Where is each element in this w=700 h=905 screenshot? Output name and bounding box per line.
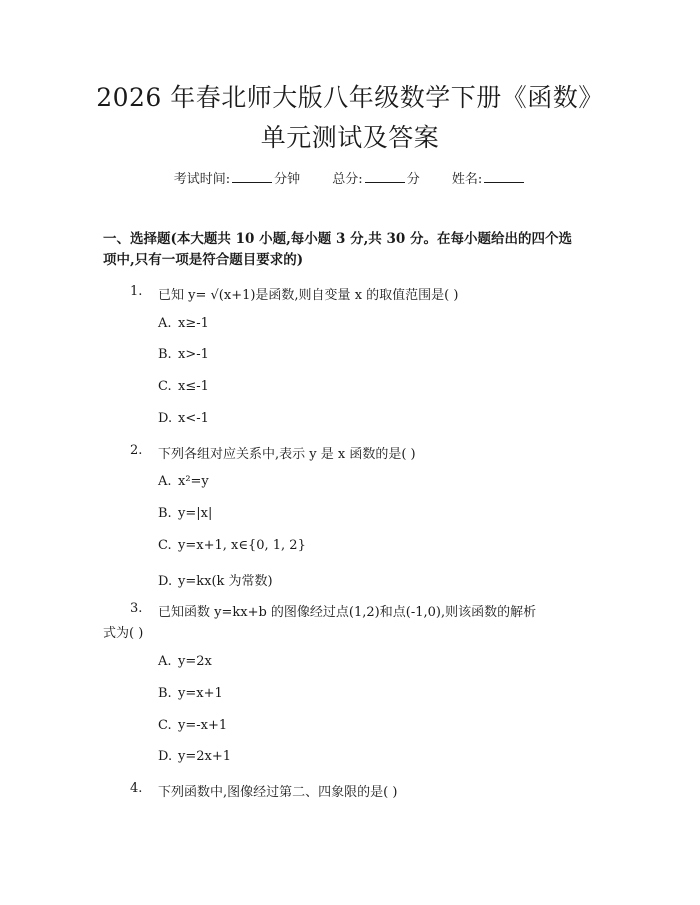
exam-time-unit: 分钟 — [274, 172, 301, 187]
exam-time-blank — [232, 170, 272, 183]
document-title-line-2: 单元测试及答案 — [260, 123, 440, 152]
option-d: D. y=kx(k 为常数) — [158, 574, 273, 589]
option-text: x≤-1 — [178, 379, 209, 394]
option-text: y=|x| — [178, 506, 213, 521]
question-text: 下列函数中,图像经过第二、四象限的是( ) — [158, 785, 398, 800]
section-1-heading-line-1: 一、选择题(本大题共 10 小题,每小题 3 分,共 30 分。在每小题给出的四个选 — [103, 231, 572, 247]
student-name-label: 姓名: — [451, 172, 483, 187]
option-c: C. y=-x+1 — [158, 718, 228, 733]
option-b: B. y=|x| — [158, 506, 213, 521]
option-a: A. x≥-1 — [158, 316, 209, 331]
total-score-label: 总分: — [332, 172, 363, 187]
exam-time-label: 考试时间: — [173, 172, 231, 187]
question-text: 下列各组对应关系中,表示 y 是 x 函数的是( ) — [158, 447, 416, 462]
option-text: x<-1 — [178, 411, 209, 426]
question-number: 1. — [130, 284, 143, 299]
option-text: y=2x — [178, 654, 212, 669]
exam-info-line — [0, 168, 700, 187]
option-c: C. x≤-1 — [158, 379, 209, 394]
option-text: y=x+1 — [178, 686, 223, 701]
total-score — [332, 168, 419, 187]
option-text: y=2x+1 — [178, 749, 232, 764]
option-a: A. x²=y — [158, 474, 209, 489]
total-score-blank — [365, 170, 405, 183]
option-d: D. y=2x+1 — [158, 749, 232, 764]
option-text: x>-1 — [178, 347, 209, 362]
question-text: 已知 y= √(x+1)是函数,则自变量 x 的取值范围是( ) — [158, 288, 459, 303]
student-name — [452, 168, 526, 187]
question-number: 4. — [130, 781, 143, 796]
option-text: x≥-1 — [178, 316, 209, 331]
question-text: 已知函数 y=kx+b 的图像经过点(1,2)和点(-1,0),则该函数的解析 — [158, 605, 537, 620]
option-text: y=x+1, x∈{0, 1, 2} — [178, 538, 306, 553]
document-title-line-1: 2026 年春北师大版八年级数学下册《函数》 — [96, 83, 604, 112]
option-b: B. y=x+1 — [158, 686, 223, 701]
option-d: D. x<-1 — [158, 411, 209, 426]
section-1-heading-line-2: 项中,只有一项是符合题目要求的) — [103, 252, 304, 268]
option-text: x²=y — [178, 474, 209, 489]
student-name-blank — [484, 170, 524, 183]
total-score-unit: 分 — [406, 172, 420, 187]
option-a: A. y=2x — [158, 654, 212, 669]
question-text-continued: 式为( ) — [103, 626, 144, 641]
question-number: 3. — [130, 601, 143, 616]
question-number: 2. — [130, 443, 143, 458]
option-c: C. y=x+1, x∈{0, 1, 2} — [158, 538, 306, 553]
option-text: y=kx(k 为常数) — [178, 574, 273, 589]
option-b: B. x>-1 — [158, 347, 209, 362]
option-text: y=-x+1 — [178, 718, 228, 733]
exam-time — [174, 168, 300, 187]
